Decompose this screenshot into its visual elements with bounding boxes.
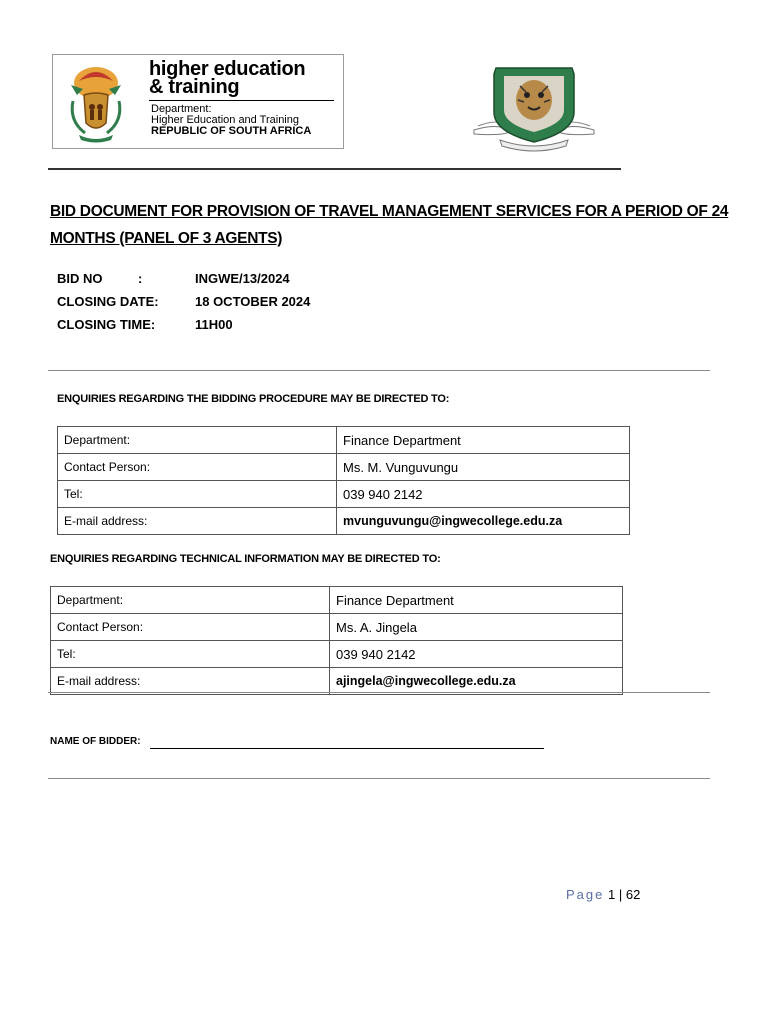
closing-time-value: 11H00 [195, 317, 233, 332]
contact-person-value: Ms. M. Vunguvungu [337, 454, 630, 481]
table-row [58, 481, 630, 508]
document-title: BID DOCUMENT FOR PROVISION OF TRAVEL MANAGEMENT SERVICES FOR A PERIOD OF 24 MONTHS (PANEL OF 3 AGENTS) [50, 203, 729, 247]
section-divider [48, 370, 710, 371]
bidding-enquiries-heading: ENQUIRIES REGARDING THE BIDDING PROCEDURE MAY BE DIRECTED TO: [57, 393, 450, 405]
bidder-name-field[interactable] [150, 748, 544, 749]
dept-label: Department: [151, 103, 212, 115]
email-label: E-mail address: [58, 508, 337, 535]
page-separator: | [618, 887, 623, 902]
page-footer [566, 887, 640, 902]
page-word: Page [566, 887, 605, 902]
contact-person-label: Contact Person: [58, 454, 337, 481]
table-row [58, 427, 630, 454]
table-row [51, 668, 623, 695]
page-number: 1 [608, 887, 616, 902]
table-row [58, 454, 630, 481]
email-value[interactable]: mvunguvungu@ingwecollege.edu.za [337, 508, 630, 535]
table-row [58, 508, 630, 535]
contact-person-value: Ms. A. Jingela [330, 614, 623, 641]
table-row [51, 587, 623, 614]
org-name-line2: & training [149, 76, 240, 98]
bid-no-label: BID NO [57, 271, 103, 286]
department-label: Department: [58, 427, 337, 454]
closing-date-value: 18 OCTOBER 2024 [195, 294, 311, 309]
dept-country: REPUBLIC OF SOUTH AFRICA [151, 125, 312, 137]
closing-time-label: CLOSING TIME: [57, 317, 156, 332]
table-row [51, 641, 623, 668]
org-name-line1: higher education [149, 58, 306, 80]
contact-person-label: Contact Person: [51, 614, 330, 641]
bid-no-colon: : [138, 271, 143, 286]
table-row [51, 614, 623, 641]
college-crest-icon [470, 62, 598, 154]
department-value: Finance Department [337, 427, 630, 454]
department-value: Finance Department [330, 587, 623, 614]
department-label: Department: [51, 587, 330, 614]
south-africa-coat-of-arms-icon [59, 61, 133, 143]
bidding-contact-table [57, 426, 630, 535]
section-divider [48, 778, 710, 779]
email-label: E-mail address: [51, 668, 330, 695]
tel-value: 039 940 2142 [330, 641, 623, 668]
email-value[interactable]: ajingela@ingwecollege.edu.za [330, 668, 623, 695]
tel-label: Tel: [51, 641, 330, 668]
tel-value: 039 940 2142 [337, 481, 630, 508]
technical-contact-table [50, 586, 623, 695]
bidder-name-label: NAME OF BIDDER: [50, 736, 141, 747]
bid-no-value: INGWE/13/2024 [195, 271, 290, 286]
tel-label: Tel: [58, 481, 337, 508]
dhet-logo-block [52, 54, 344, 149]
org-divider [149, 100, 334, 101]
closing-date-label: CLOSING DATE: [57, 294, 159, 309]
header-divider [48, 168, 621, 170]
technical-enquiries-heading: ENQUIRIES REGARDING TECHNICAL INFORMATION MAY BE DIRECTED TO: [50, 553, 441, 565]
section-divider [48, 692, 710, 693]
dept-name: Higher Education and Training [151, 114, 299, 126]
total-pages: 62 [625, 887, 641, 902]
